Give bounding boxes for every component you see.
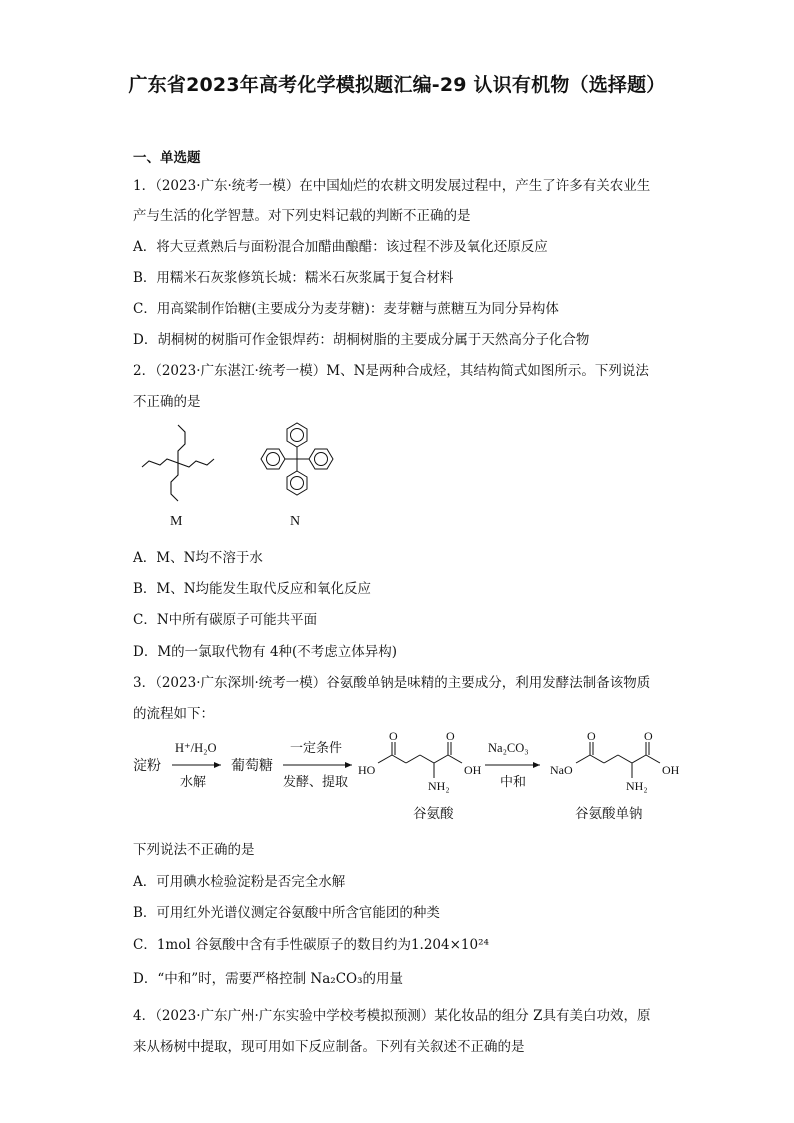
q2-option-c: C．N中所有碳原子可能共平面 (133, 612, 318, 628)
q1-stem: 1．（2023·广东·统考一模）在中国灿烂的农耕文明发展过程中，产生了许多有关农业生 (133, 178, 651, 194)
q1-stem-cont: 产与生活的化学智慧。对下列史料记载的判断不正确的是 (133, 208, 471, 224)
glucose-label: 葡萄糖 (231, 759, 273, 774)
q1-option-a: A．将大豆煮熟后与面粉混合加醋曲酿醋：该过程不涉及氧化还原反应 (133, 239, 548, 255)
reagent3-bottom: 中和 (500, 774, 527, 789)
molecule-m (142, 425, 214, 501)
q3-option-d: D．“中和”时，需要严格控制 Na₂CO₃的用量 (133, 971, 403, 987)
q3-stem: 3．（2023·广东深圳·统考一模）谷氨酸单钠是味精的主要成分，利用发酵法制备该物质 (133, 675, 651, 691)
q1-option-b: B．用糯米石灰浆修筑长城：糯米石灰浆属于复合材料 (133, 270, 454, 286)
msg-nh2: NH₂ (626, 779, 648, 793)
msg-o2: O (644, 729, 653, 743)
starch-label: 淀粉 (133, 759, 161, 774)
label-n: N (290, 514, 301, 529)
glu-o2: O (446, 729, 455, 743)
q3-lead: 下列说法不正确的是 (133, 842, 255, 858)
msg-o1: O (587, 729, 596, 743)
q3-option-b: B．可用红外光谱仪测定谷氨酸中所含官能团的种类 (133, 905, 440, 921)
glu-name: 谷氨酸 (413, 806, 454, 821)
molecule-n (261, 423, 333, 495)
q3-reaction-scheme (128, 728, 688, 828)
q2-structures-figure (130, 418, 360, 533)
reagent3-top: Na₂CO₃ (488, 741, 529, 755)
q1-option-c: C．用高粱制作饴糖(主要成分为麦芽糖)：麦芽糖与蔗糖互为同分异构体 (133, 301, 559, 317)
q4-stem-cont: 来从杨树中提取，现可用如下反应制备。下列有关叙述不正确的是 (133, 1039, 525, 1055)
reagent2-top: 一定条件 (290, 740, 343, 755)
q2-option-d: D．M的一氯取代物有 4种(不考虑立体异构) (133, 644, 398, 660)
msg-structure (576, 742, 660, 778)
msg-name: 谷氨酸单钠 (575, 806, 643, 821)
reagent2-bottom: 发酵、提取 (283, 774, 349, 789)
q2-stem-cont: 不正确的是 (133, 394, 201, 410)
q3-option-a: A．可用碘水检验淀粉是否完全水解 (133, 874, 346, 890)
glu-oh: OH (464, 763, 482, 777)
page-title: 广东省2023年高考化学模拟题汇编-29 认识有机物（选择题） (128, 74, 666, 96)
glu-nh2: NH₂ (428, 779, 450, 793)
msg-oh: OH (662, 763, 680, 777)
q2-stem: 2．（2023·广东湛江·统考一模）M、N是两种合成烃，其结构简式如图所示。下列说法 (133, 363, 649, 379)
q3-stem-cont: 的流程如下： (133, 706, 214, 722)
reagent1-top: H⁺/H₂O (175, 741, 217, 755)
section-heading: 一、单选题 (133, 150, 201, 166)
glu-ho: HO (358, 763, 376, 777)
reagent1-bottom: 水解 (180, 774, 207, 789)
q2-option-a: A．M、N均不溶于水 (133, 550, 263, 566)
q3-option-c: C．1mol 谷氨酸中含有手性碳原子的数目约为1.204×10²⁴ (133, 937, 489, 953)
msg-nao: NaO (550, 763, 573, 777)
q2-option-b: B．M、N均能发生取代反应和氧化反应 (133, 581, 372, 597)
label-m: M (170, 514, 183, 529)
q1-option-d: D．胡桐树的树脂可作金银焊药：胡桐树脂的主要成分属于天然高分子化合物 (133, 332, 590, 348)
glutamic-acid-structure (378, 742, 462, 778)
q4-stem: 4．（2023·广东广州·广东实验中学校考模拟预测）某化妆品的组分 Z具有美白功效，原 (133, 1008, 651, 1024)
glu-o1: O (389, 729, 398, 743)
